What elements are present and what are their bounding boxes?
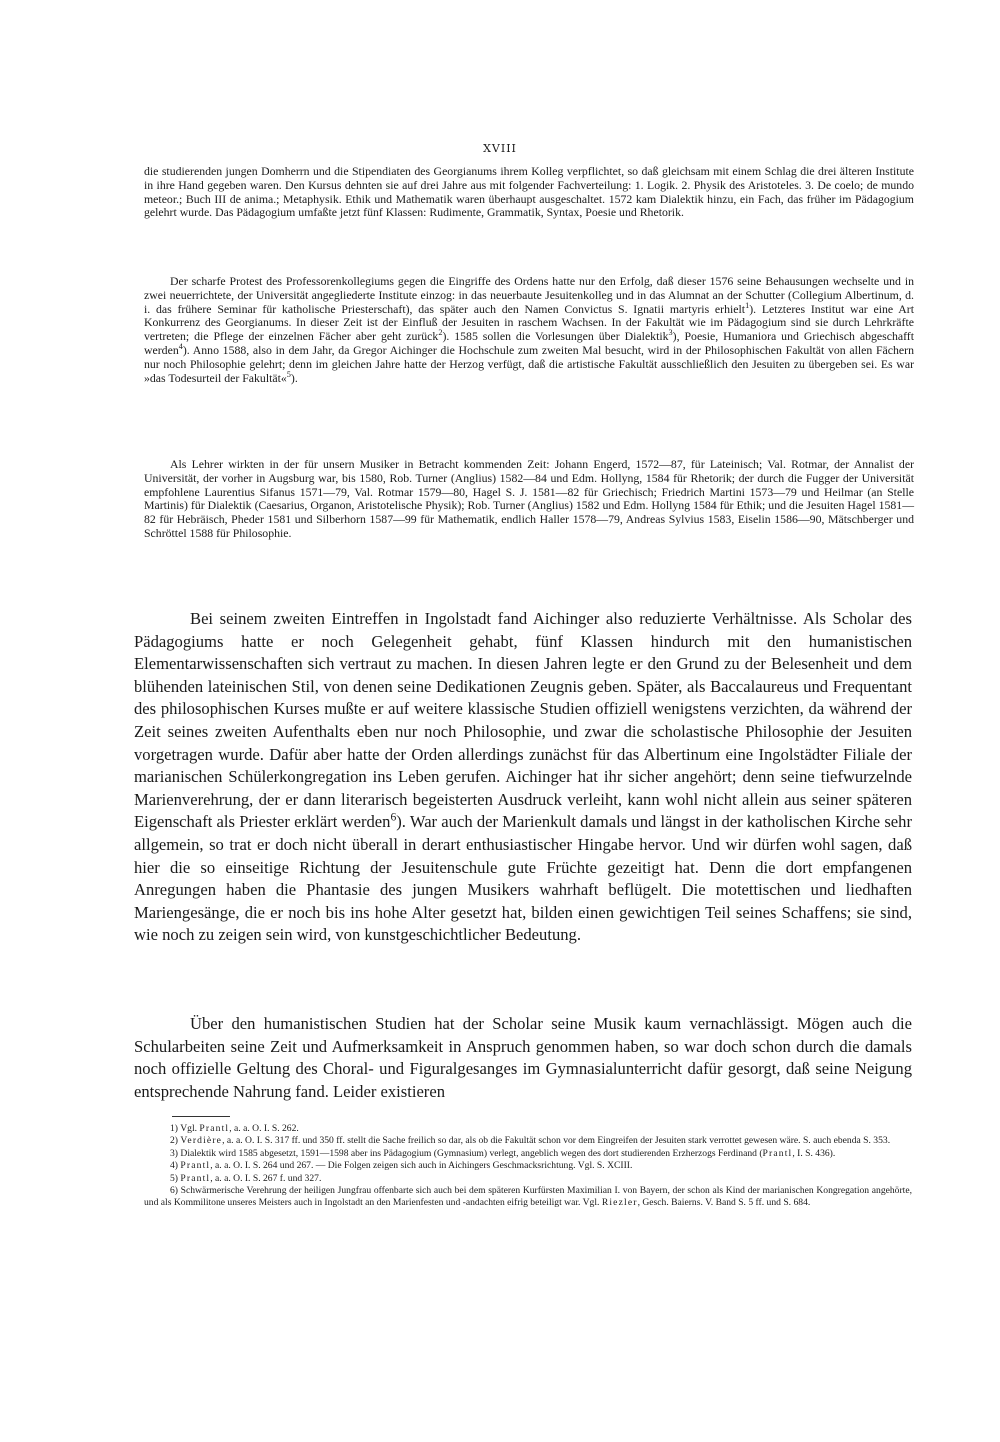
text-run: ). 1585 sollen die Vorlesungen über Dialektik: [442, 329, 669, 344]
small-text-block-3: [144, 458, 914, 541]
footnote-ref: 1: [745, 300, 750, 310]
footnote-6: [144, 1185, 912, 1210]
footnote-ref: 2: [438, 328, 443, 338]
footnote-author: Riezler: [601, 1197, 638, 1209]
footnote-text: 3) Dialektik wird 1585 abgesetzt, 1591—1598 aber ins Pädagogium (Gymnasium) verlegt, angeblich wegen des dort studierenden Erzherzogs Ferdinand (: [170, 1147, 763, 1159]
small-text-block-1: [144, 165, 914, 220]
footnote-text: 4): [170, 1160, 181, 1172]
footnote-ref: 5: [286, 369, 291, 379]
paragraph: die studierenden jungen Domherrn und die Stipendiaten des Georgianums ihrem Kolleg verpflichtet, so daß gleichsam mit einem Schlag die drei älteren Institute in ihre Hand gegeben waren. Den Kursus dehnten sie auf drei Jahre aus mit folgender Fachverteilung: 1. Logik. 2. Physik des Aristoteles. 3. De coelo; de mundo meteor.; Buch III de anima.; Metaphysik. Ethik und Mathematik waren überhaupt ausgeschaltet. 1572 kam Dialektik hinzu, ein Fach, das früher im Pädagogium gelehrt wurde. Das Pädagogium umfaßte jetzt fünf Klassen: Rudimente, Grammatik, Syntax, Poesie und Rhetorik.: [144, 164, 914, 220]
footnote-text: , a. a. O. I. S. 264 und 267. — Die Folgen zeigen sich auch in Aichingers Geschmacksrichtung. Vgl. S. XCIII.: [210, 1160, 633, 1172]
text-run: ).: [290, 370, 298, 385]
footnotes: [144, 1123, 912, 1210]
main-paragraph-1: [134, 608, 912, 947]
footnote-author: Prantl: [762, 1147, 793, 1159]
footnote-text: 5): [170, 1172, 181, 1184]
footnote-text: , a. a. O. I. S. 317 ff. und 350 ff. stellt die Sache freilich so dar, als ob die Fakultät schon vor dem Eingreifen der Jesuiten stark verrottet gewesen wäre. S. auch ebenda S. 353.: [222, 1135, 891, 1147]
footnote-2: [144, 1135, 912, 1147]
footnote-ref: 3: [668, 328, 673, 338]
footnote-author: Prantl: [180, 1160, 211, 1172]
footnote-author: Prantl: [180, 1172, 211, 1184]
main-paragraph-2: [134, 1013, 912, 1103]
footnote-text: 2): [170, 1135, 181, 1147]
text-run: Bei seinem zweiten Eintreffen in Ingolstadt fand Aichinger also reduzierte Verhältnisse. Als Scholar des Pädagogiums hatte er noch Gelegenheit gehabt, fünf Klassen hindurch mit den humanistischen Elementarwissenschaften sich vertraut zu machen. In diesen Jahren legte er den Grund zu der Belesenheit und dem blühenden lateinischen Stil, von denen seine Dedikationen Zeugnis geben. Später, als Baccalaureus und Frequentant des philosophischen Kurses mußte er auf weitere klassische Studien offiziell wenigstens verzichten, da während der Zeit seines zweiten Aufenthalts eben nur noch Philosophie, und zwar die scholastische Philosophie der Jesuiten vorgetragen wurde. Dafür aber hatte der Orden allerdings zunächst für das Albertinum eine Ingolstädter Filiale der marianischen Schülerkongregation ins Leben gerufen. Aichinger hat ihr sicher angehört; denn seine tiefwurzelnde Marienverehrung, der er dann literarisch begeisterten Ausdruck verleiht, kann wohl nicht allein aus seiner späteren Eigenschaft als Priester erklärt werden: [134, 609, 912, 832]
footnote-divider: [172, 1116, 230, 1117]
footnote-ref: 4: [178, 342, 183, 352]
text-run: ), Poesie, Humaniora und Griechisch abgeschafft werden: [144, 329, 915, 357]
page-number: XVIII: [483, 142, 517, 155]
text-run: ). Anno 1588, also in dem Jahr, da Gregor Aichinger die Hochschule zum zweiten Mal besucht, wird in der Philosophischen Fakultät von allen Fächern nur noch Philosophie gelehrt; denn im gleichen Jahre hatte der Herzog verfügt, daß die artistische Fakultät ausschließlich den Jesuiten zu übergeben sei. Es war »das Todesurteil der Fakultät«: [144, 342, 914, 385]
small-text-block-2: [144, 275, 914, 385]
footnote-text: 1) Vgl.: [170, 1123, 200, 1134]
footnote-3: [144, 1148, 912, 1160]
footnote-text: 6) Schwärmerische Verehrung der heiligen Jungfrau offenbarte sich auch bei dem späteren Kurfürsten Maximilian I. von Bayern, der schon als Kind der marianischen Kongregation angehörte, und als Kommilitone unseres Meisters auch in Ingolstadt an den Marienfesten und -andachten eifrig beteiligt war. Vgl.: [144, 1185, 912, 1209]
footnote-text: , I. S. 436).: [792, 1147, 836, 1159]
footnote-author: Prantl: [199, 1123, 230, 1134]
footnote-1: [144, 1123, 912, 1135]
paragraph: [144, 275, 914, 385]
text-run: Der scharfe Protest des Professorenkollegiums gegen die Eingriffe des Ordens hatte nur den Erfolg, daß dieser 1576 seine Behausungen wechselte und in zwei neuerrichtete, der Universität angegliederte Institute einzog: in das neuerbaute Jesuitenkolleg und in das Alumnat an der Schutter (Collegium Albertinum, d. i. das frühere Seminar für katholische Priesterschaft), das später auch den Namen Convictus S. Ignatii martyris erhielt: [144, 274, 914, 316]
footnote-ref: 6: [390, 810, 397, 824]
paragraph: Über den humanistischen Studien hat der Scholar seine Musik kaum vernachlässigt. Mögen auch die Schularbeiten seine Zeit und Aufmerksamkeit in Anspruch genommen haben, so war doch schon durch die damals noch offizielle Geltung des Choral- und Figuralgesanges im Gymnasialunterricht dafür gesorgt, daß seine Neigung entsprechende Nahrung fand. Leider existieren: [134, 1014, 912, 1101]
footnote-4: [144, 1160, 912, 1172]
footnote-author: Verdière: [180, 1135, 223, 1147]
footnote-text: , a. a. O. I. S. 262.: [229, 1123, 299, 1134]
paragraph: Als Lehrer wirkten in der für unsern Musiker in Betracht kommenden Zeit: Johann Engerd, 1572—87, für Lateinisch; Val. Rotmar, der Annalist der Universität, der vorher in Augsburg war, bis 1580, Rob. Turner (Anglius) 1582—84 und Edm. Hollyng, 1584 für Rhetorik; der durch die Fugger der Universität empfohlene Laurentius Sifanus 1571—79, Val. Rotmar 1579—80, Hagel S. J. 1581—82 für Griechisch; Friedrich Martini 1573—79 und Heilmar (an Stelle Martinis) für Dialektik (Caesarius, Organon, Aristotelische Physik); Rob. Turner (Anglius) 1582 und Edm. Hollyng 1584 für Ethik; und die Jesuiten Hagel 1581—82 für Hebräisch, Pheder 1581 und Silberhorn 1587—99 für Mathematik, endlich Haller 1578—79, Andreas Sylvius 1583, Eiselin 1586—90, Mätschberger und Schröttel 1588 für Philosophie.: [144, 457, 914, 540]
footnote-5: [144, 1173, 912, 1185]
paragraph: [134, 608, 912, 947]
text-run: ). Letzteres Institut war eine Art Konkurrenz des Georgianums. In dieser Zeit ist der Einfluß der Jesuiten in raschem Wachsen. In der Fakultät wie im Pädagogium sind sie durch Lehrkräfte vertreten; die Pflege der einzelnen Fächer aber geht zurück: [144, 301, 914, 344]
text-run: ). War auch der Marienkult damals und längst in der katholischen Kirche sehr allgemein, so trat er doch nicht überall in derart enthusiastischer Hingabe hervor. Und wir dürfen wohl sagen, daß hier die so einseitige Richtung der Jesuitenschule gute Früchte gezeitigt hat. Denn die dort empfangenen Anregungen haben die Phantasie des jungen Musikers wahrhaft beflügelt. Die motettischen und liedhaften Mariengesänge, die er noch bis ins hohe Alter gesetzt hat, bilden einen gewichtigen Teil seines Schaffens; sie sind, wie noch zu zeigen sein wird, von kunstgeschichtlicher Bedeutung.: [134, 812, 912, 945]
footnote-text: , a. a. O. I. S. 267 f. und 327.: [210, 1172, 322, 1184]
footnote-text: , Gesch. Baierns. V. Band S. 5 ff. und S. 684.: [637, 1197, 811, 1209]
